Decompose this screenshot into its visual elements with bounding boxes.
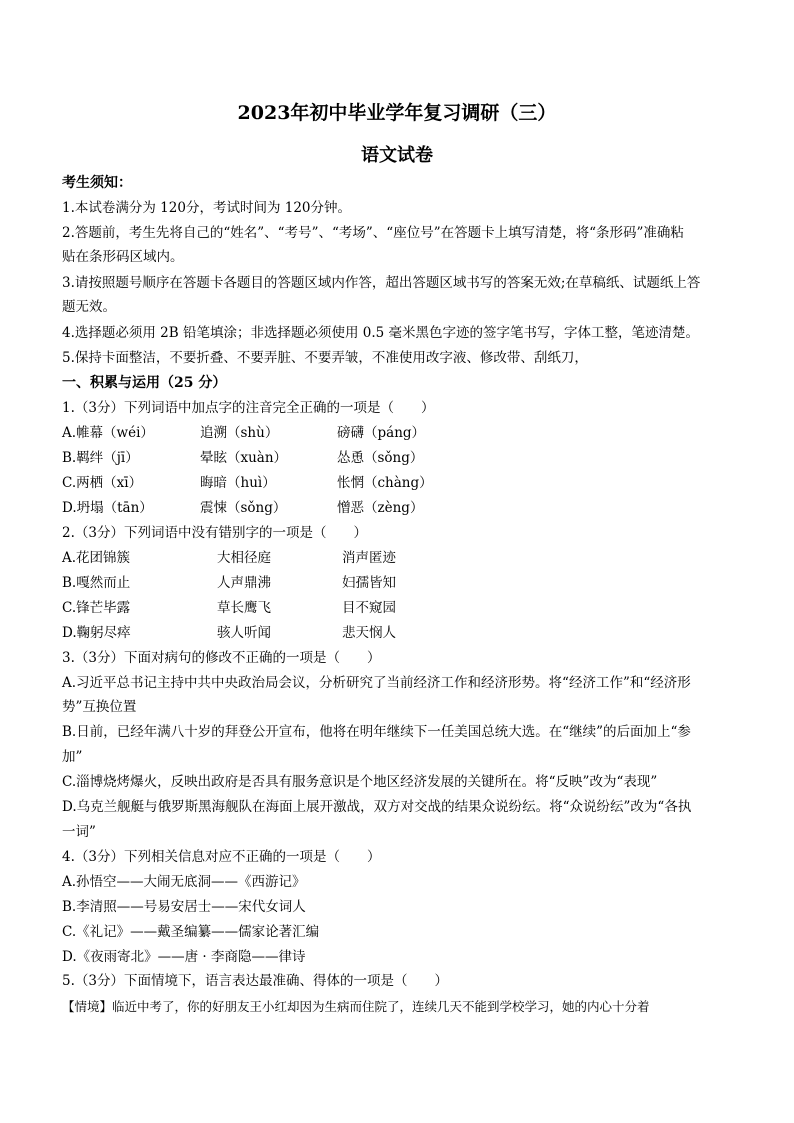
notice-heading: 考生须知： bbox=[62, 175, 132, 191]
question-1-stem: 1.（3分）下列词语中加点字的注音完全正确的一项是（ ） bbox=[62, 400, 435, 416]
notice-item: 贴在条形码区域内。 bbox=[62, 249, 184, 265]
exam-subtitle: 语文试卷 bbox=[361, 145, 433, 166]
exam-title: 2023年初中毕业学年复习调研（三） bbox=[237, 102, 557, 124]
q2-option: B.嘎然而止 bbox=[62, 575, 131, 591]
q3-line: A.习近平总书记主持中共中央政治局会议，分析研究了当前经济工作和经济形势。将“经济工作”和“经济形 bbox=[62, 675, 691, 691]
q1-word: 震悚（sǒng） bbox=[200, 500, 287, 516]
q3-line: 势”互换位置 bbox=[62, 699, 137, 715]
q1-word: 晕眩（xuàn） bbox=[200, 450, 288, 466]
q3-line: B.日前，已经年满八十岁的拜登公开宣布，他将在明年继续下一任美国总统大选。在“继续”的后面加上“参 bbox=[62, 724, 691, 740]
q1-word: 憎恶（zèng） bbox=[337, 500, 424, 516]
q3-line: C.淄博烧烤爆火，反映出政府是否具有服务意识是个地区经济发展的关键所在。将“反映”改为“表现” bbox=[62, 774, 658, 790]
q2-word: 悲天悯人 bbox=[342, 625, 396, 641]
q2-word: 草长鹰飞 bbox=[217, 600, 271, 616]
notice-item: 1.本试卷满分为 120分，考试时间为 120分钟。 bbox=[62, 200, 351, 216]
q1-word: 怂恿（sǒng） bbox=[337, 450, 424, 466]
q1-option: D.坍塌（tān） bbox=[62, 500, 153, 516]
q1-word: 晦暗（huì） bbox=[200, 475, 276, 491]
q3-line: D.乌克兰舰艇与俄罗斯黑海舰队在海面上展开激战，双方对交战的结果众说纷纭。将“众说纷纭”改为“各执 bbox=[62, 799, 692, 815]
q4-line: A.孙悟空——大闹无底洞——《西游记》 bbox=[62, 874, 306, 890]
q1-word: 磅礴（páng） bbox=[337, 425, 426, 441]
q1-word: 怅惘（chàng） bbox=[337, 475, 433, 491]
notice-item: 2.答题前，考生先将自己的“姓名”、“考号”、“考场”、“座位号”在答题卡上填写清楚，将“条形码”准确粘 bbox=[62, 225, 684, 241]
q4-line: D.《夜雨寄北》——唐 · 李商隐——律诗 bbox=[62, 949, 306, 965]
notice-item: 题无效。 bbox=[62, 299, 116, 315]
q2-word: 人声鼎沸 bbox=[217, 575, 271, 591]
q1-word: 追溯（shù） bbox=[200, 425, 279, 441]
q1-option: A.帷幕（wéi） bbox=[62, 425, 154, 441]
question-4-stem: 4.（3分）下列相关信息对应不正确的一项是（ ） bbox=[62, 849, 381, 865]
q2-word: 大相径庭 bbox=[217, 550, 271, 566]
q2-option: C.锋芒毕露 bbox=[62, 600, 131, 616]
question-2-stem: 2.（3分）下列词语中没有错别字的一项是（ ） bbox=[62, 525, 367, 541]
q2-option: D.鞠躬尽瘁 bbox=[62, 625, 131, 641]
q2-word: 骇人听闻 bbox=[217, 625, 271, 641]
section-heading: 一、积累与运用（25 分） bbox=[62, 375, 227, 391]
q3-line: 一词” bbox=[62, 824, 96, 840]
q4-line: C.《礼记》——戴圣编纂——儒家论著汇编 bbox=[62, 924, 320, 940]
q4-line: B.李清照——号易安居士——宋代女词人 bbox=[62, 899, 306, 915]
q2-option: A.花团锦簇 bbox=[62, 550, 131, 566]
q2-word: 消声匿迹 bbox=[342, 550, 396, 566]
question-5-stem: 5.（3分）下面情境下，语言表达最准确、得体的一项是（ ） bbox=[62, 973, 448, 989]
q1-option: B.羁绊（jī） bbox=[62, 450, 139, 466]
q2-word: 妇孺皆知 bbox=[342, 575, 396, 591]
q1-option: C.两栖（xī） bbox=[62, 475, 143, 491]
q2-word: 目不窥园 bbox=[342, 600, 396, 616]
q3-line: 加” bbox=[62, 749, 83, 765]
notice-item: 5.保持卡面整洁，不要折叠、不要弄脏、不要弄皱，不准使用改字液、修改带、刮纸刀， bbox=[62, 350, 588, 366]
notice-item: 4.选择题必须用 2B 铅笔填涂；非选择题必须使用 0.5 毫米黑色字迹的签字笔书写，字体工整，笔迹清楚。 bbox=[62, 325, 700, 341]
notice-item: 3.请按照题号顺序在答题卡各题目的答题区域内作答，超出答题区域书写的答案无效;在草稿纸、试题纸上答 bbox=[62, 275, 701, 291]
q5-context: 【情境】临近中考了，你的好朋友王小红却因为生病而住院了，连续几天不能到学校学习，她的内心十分着 bbox=[62, 999, 650, 1014]
question-3-stem: 3.（3分）下面对病句的修改不正确的一项是（ ） bbox=[62, 650, 381, 666]
